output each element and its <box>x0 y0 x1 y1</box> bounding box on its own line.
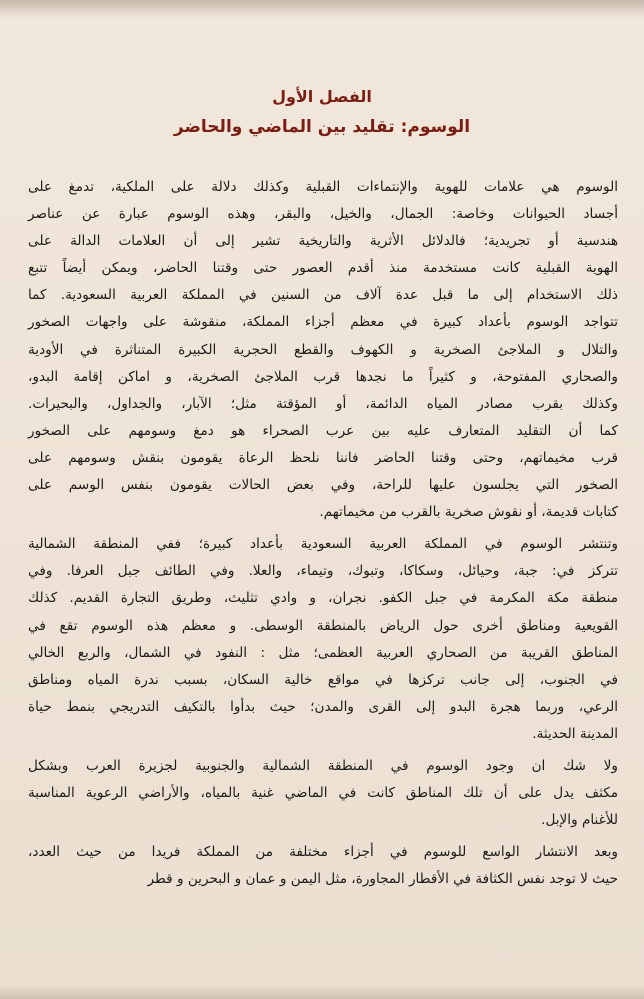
text-line: وبعد الانتشار الواسع للوسوم في أجزاء مختلفة من المملكة فريدا من حيث العدد، <box>28 844 618 861</box>
text-line: للأغنام والإبل. <box>541 812 618 829</box>
text-line: المدينة الحديثة. <box>532 725 618 742</box>
text-line: في الجنوب، إلى جانب تركزها في مواقع خالية السكان، بسبب ندرة المياه ومناطق <box>28 671 618 688</box>
text-line: وتنتشر الوسوم في المملكة العربية السعودية بأعداد كبيرة؛ ففي المنطقة الشمالية <box>28 536 618 553</box>
paragraph <box>28 839 618 893</box>
page-bottom-shadow <box>0 985 644 999</box>
page-top-shadow <box>0 0 644 18</box>
text-line: الصخور التي يجلسون عليها للراحة، وفي بعض الحالات يقومون بنفس الوسم على <box>28 477 618 494</box>
text-line: المناطق القريبة من الصحاري العربية العظمى؛ مثل : النفود في الشمال، والربع الخالي <box>28 644 618 661</box>
text-line: وكذلك بقرب مصادر المياه الدائمة، أو المؤقتة مثل؛ الآبار، والجداول، والبحيرات. <box>28 395 618 412</box>
chapter-subtitle: الوسوم: تقليد بين الماضي والحاضر <box>173 117 471 137</box>
text-line: الهوية القبلية كانت مستخدمة منذ أقدم العصور حتى وقتنا الحاضر، ويمكن أيضاً تتبع <box>28 260 618 277</box>
paragraph <box>28 174 618 526</box>
text-line: حيث لا توجد نفس الكثافة في الأقطار المجاورة، مثل اليمن و عمان و البحرين و قطر <box>147 871 618 888</box>
chapter-header <box>0 86 644 138</box>
text-line: مكثف يدل على أن تلك المناطق كانت في الماضي غنية بالمياه، والأراضي الرعوية المناسبة <box>28 785 618 802</box>
text-line: أجساد الحيوانات وخاصة: الجمال، والخيل، والبقر، وهذه الوسوم عبارة عن عناصر <box>28 206 618 223</box>
text-line: منطقة مكة المكرمة في جبل الكفو. نجران، و وادي تثليث، وطريق التجارة القديم. كذلك <box>28 590 618 607</box>
paragraph <box>28 531 618 748</box>
text-line: الرعي، وربما هجرة البدو إلى القرى والمدن؛ حيث بدأوا بالتكيف التدريجي بنمط حياة <box>28 698 618 715</box>
text-line: والصحاري المفتوحة، و كثيراً ما نجدها قرب الملاجئ الصخرية، و اماكن إقامة البدو، <box>28 368 618 385</box>
text-line: تتركز في: جبة، وحيائل، وسكاكا، وتبوك، وتيماء، والعلا. وفي الطائف جبل العرفا. وفي <box>28 563 618 580</box>
text-line: كتابات قديمة، أو نقوش صخرية بالقرب من مخيماتهم. <box>319 504 618 521</box>
text-line: كما أن التقليد المتعارف عليه بين عرب الصحراء هو دمغ وسومهم على الصخور <box>28 422 618 439</box>
text-line: تتواجد الوسوم بأعداد كبيرة في معظم أجزاء المملكة، منقوشة على واجهات الصخور <box>28 314 618 331</box>
chapter-title: الفصل الأول <box>272 87 372 106</box>
text-line: القويعية ومناطق أخرى حول الرياض بالمنطقة الوسطى. و معظم هذه الوسوم تقع في <box>28 617 618 634</box>
text-line: قرب مخيماتهم، وحتى وقتنا الحاضر فاننا نلحظ الرعاة يقومون بنقش وسومهم على <box>28 449 618 466</box>
body-text <box>28 174 618 893</box>
text-line: ذلك الاستخدام إلى ما قبل عدة آلاف من السنين في المملكة العربية السعودية. كما <box>28 287 618 304</box>
text-line: الوسوم هي علامات للهوية والإنتماءات القبلية وكذلك دلالة على الملكية، تدمغ على <box>28 179 618 195</box>
paragraph <box>28 753 618 834</box>
text-line: هندسية أو تجريدية؛ فالدلائل الأثرية والتاريخية تشير إلى أن العلامات الدالة على <box>28 233 618 250</box>
text-line: ولا شك ان وجود الوسوم في المنطقة الشمالية والجنوبية لجزيرة العرب وبشكل <box>28 757 618 774</box>
text-line: والتلال و الملاجئ الصخرية و الكهوف والقطع الحجرية الكبيرة المتناثرة في الأودية <box>28 341 618 358</box>
